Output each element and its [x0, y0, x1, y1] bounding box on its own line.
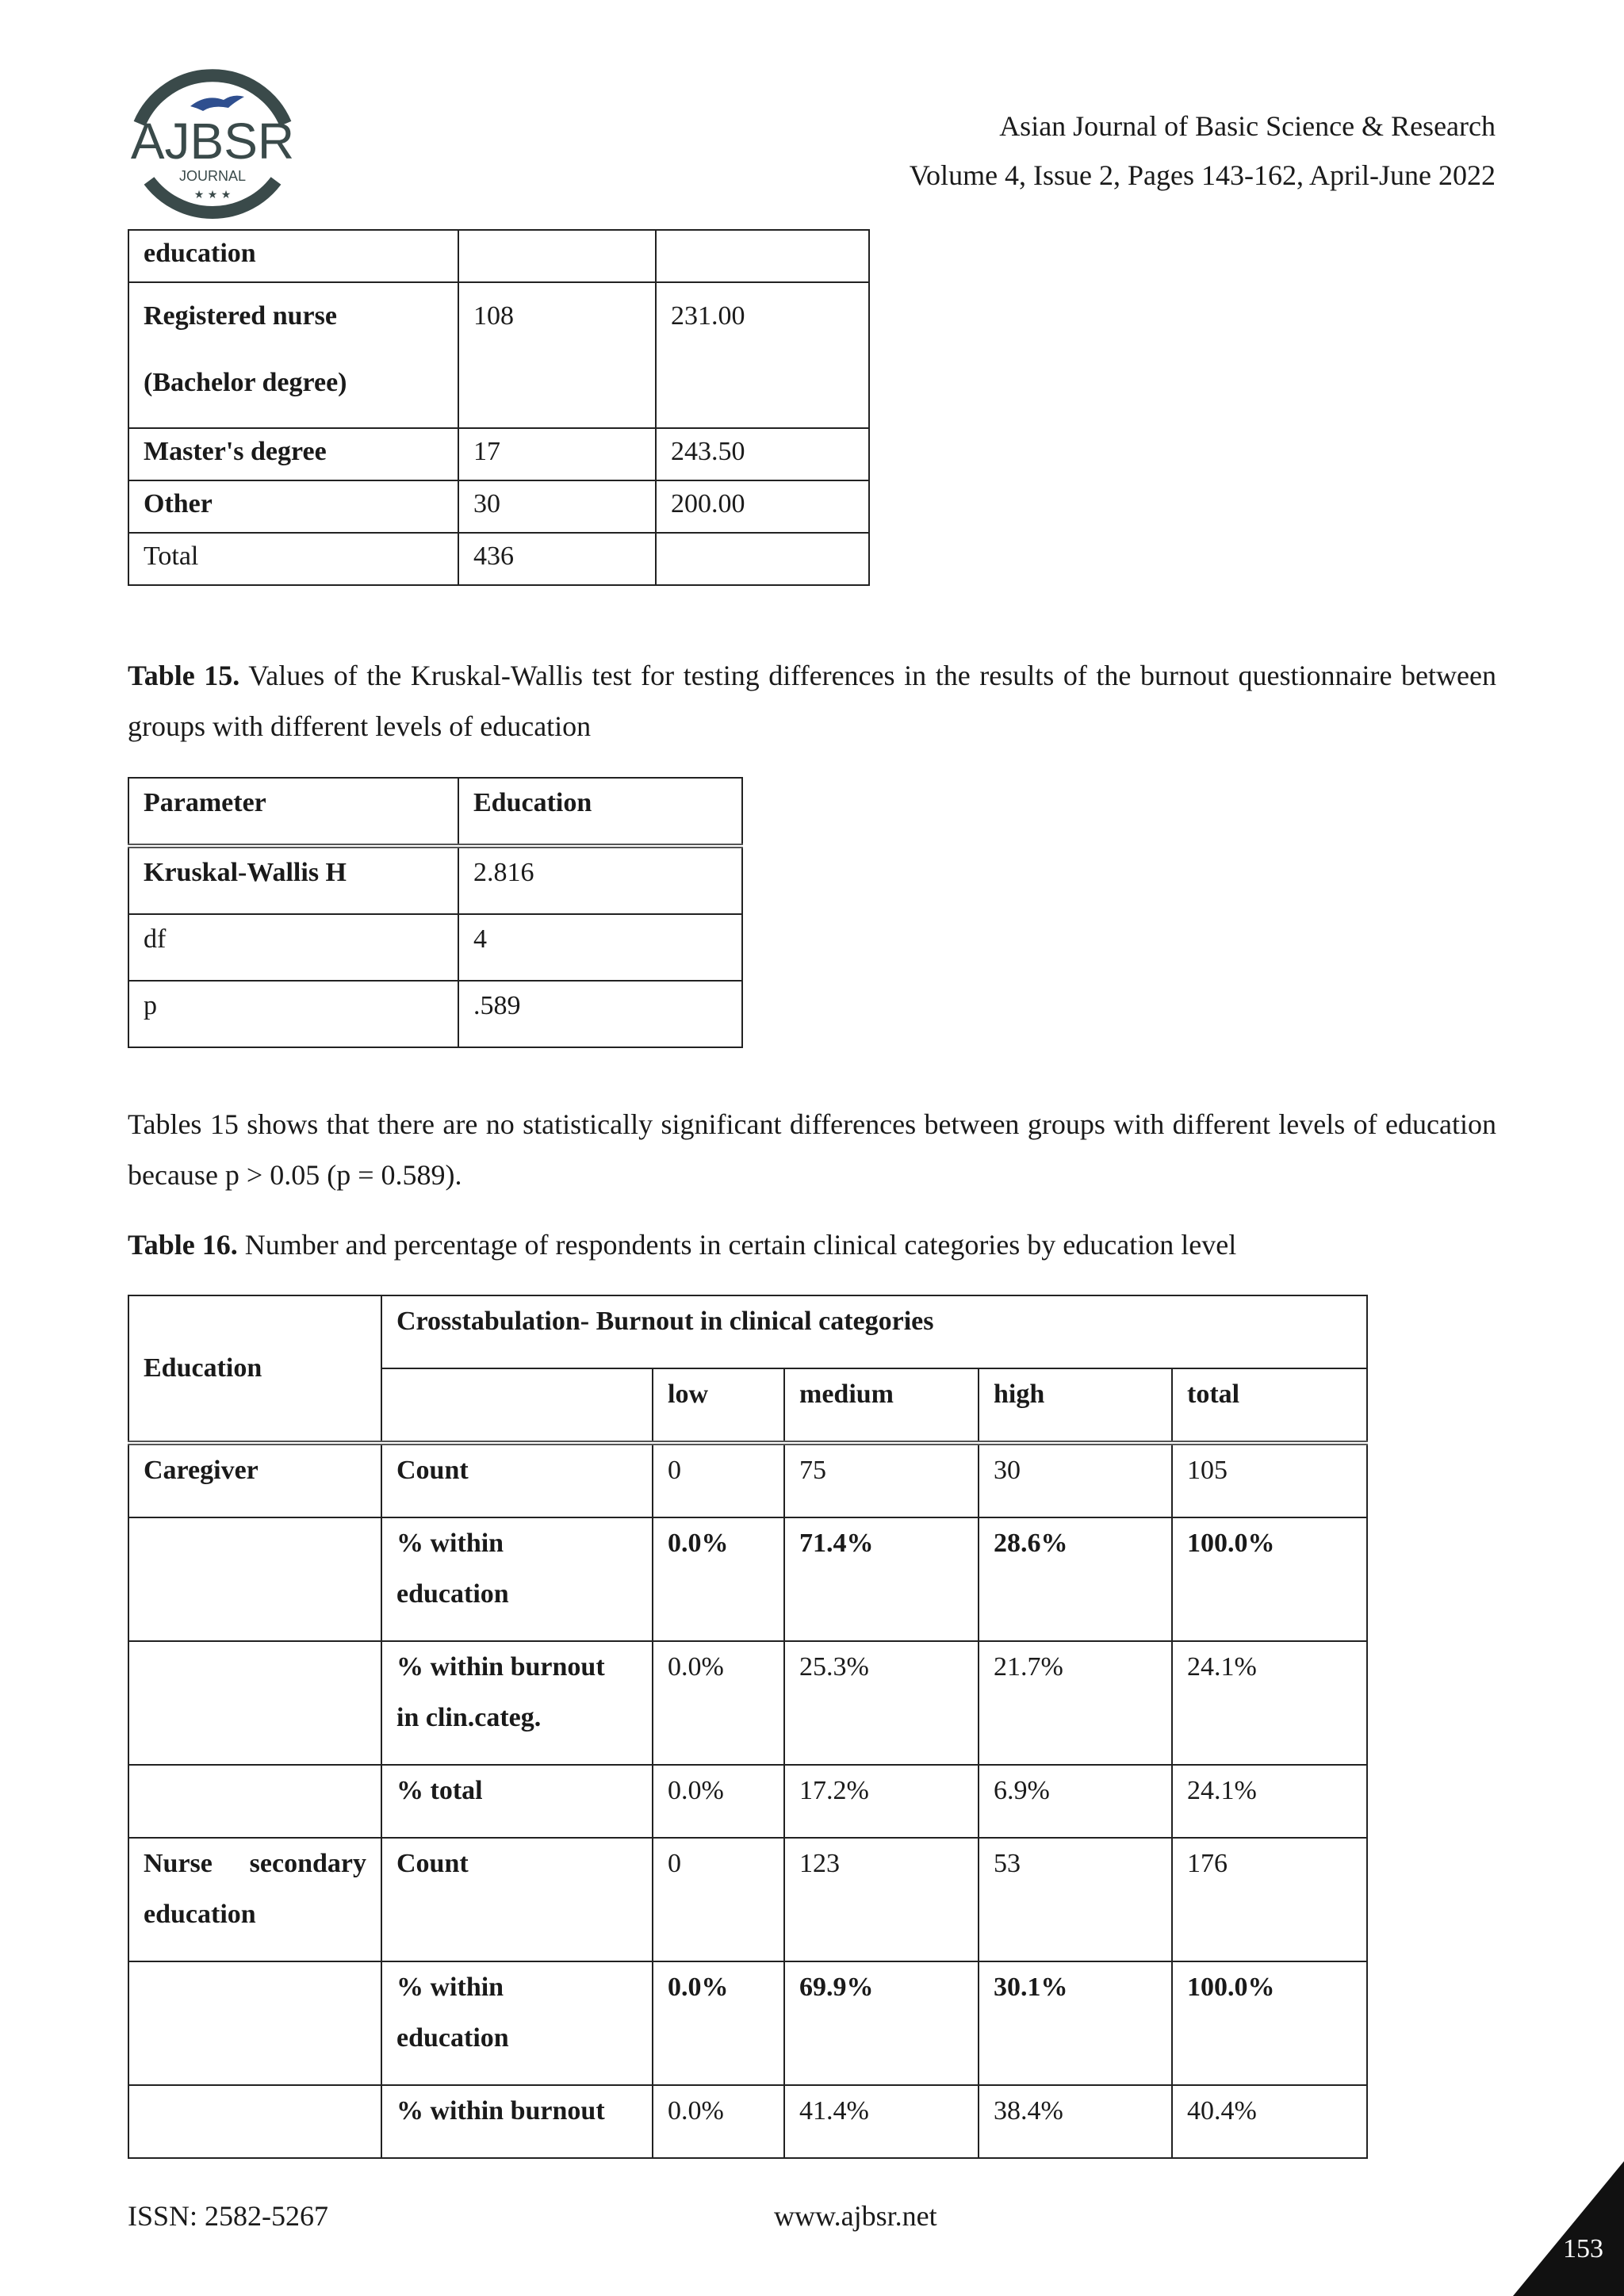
table-14-continued	[128, 229, 870, 586]
group-name	[128, 1641, 381, 1765]
table-row	[128, 2085, 1367, 2158]
table-cell: 21.7%	[979, 1641, 1172, 1765]
journal-logo	[117, 62, 308, 224]
table-cell: 75	[784, 1443, 979, 1517]
table-cell: 53	[979, 1838, 1172, 1961]
table-cell: 30	[458, 480, 656, 533]
table-cell: 71.4%	[784, 1517, 979, 1641]
column-header	[381, 1368, 653, 1443]
row-label	[381, 1961, 653, 2085]
row-label: Count	[381, 1443, 653, 1517]
table-cell: Other	[128, 480, 458, 533]
table-cell	[656, 230, 869, 282]
row-label: % total	[381, 1765, 653, 1838]
group-header: Crosstabulation- Burnout in clinical categories	[381, 1295, 1367, 1368]
table-cell: 0.0%	[653, 2085, 784, 2158]
cell-line: % within	[396, 1973, 504, 2002]
cell-line: % within burnout	[396, 1652, 605, 1682]
row-label	[381, 1517, 653, 1641]
table-cell: 105	[1172, 1443, 1367, 1517]
table-row	[128, 1961, 1367, 2085]
table-row	[128, 1443, 1367, 1517]
table-cell: p	[128, 981, 458, 1047]
table-cell: 30.1%	[979, 1961, 1172, 2085]
group-name	[128, 1517, 381, 1641]
journal-name: Asian Journal of Basic Science & Research	[999, 110, 1496, 142]
page-corner-decoration	[1513, 2161, 1624, 2296]
cell-line: education	[396, 1579, 509, 1609]
table-cell: 41.4%	[784, 2085, 979, 2158]
column-header: low	[653, 1368, 784, 1443]
row-label	[381, 1641, 653, 1765]
group-name	[128, 1765, 381, 1838]
cell-word: secondary	[249, 1849, 366, 1878]
table-cell: Master's degree	[128, 428, 458, 480]
table-cell: 25.3%	[784, 1641, 979, 1765]
table-cell: 28.6%	[979, 1517, 1172, 1641]
table-cell: 231.00	[656, 282, 869, 428]
cell-line: (Bachelor degree)	[144, 368, 347, 397]
table-16-caption	[128, 1219, 1496, 1270]
cell-word: Nurse	[144, 1849, 213, 1878]
logo-subtext: JOURNAL	[178, 168, 247, 184]
table-cell: 0.0%	[653, 1517, 784, 1641]
caption-text: Number and percentage of respondents in certain clinical categories by education level	[237, 1229, 1237, 1261]
table-row	[128, 480, 869, 533]
table-cell: 69.9%	[784, 1961, 979, 2085]
group-name	[128, 1961, 381, 2085]
table-cell: 38.4%	[979, 2085, 1172, 2158]
table-cell: 100.0%	[1172, 1517, 1367, 1641]
group-name	[128, 1838, 381, 1961]
table-cell: 176	[1172, 1838, 1367, 1961]
table-cell: 100.0%	[1172, 1961, 1367, 2085]
column-header: Education	[458, 778, 742, 846]
table-row	[128, 981, 742, 1047]
table-cell: 108	[458, 282, 656, 428]
table-row	[128, 1517, 1367, 1641]
table-cell: 30	[979, 1443, 1172, 1517]
table-cell	[128, 282, 458, 428]
column-header: medium	[784, 1368, 979, 1443]
table-cell: 0.0%	[653, 1961, 784, 2085]
table-cell: 0.0%	[653, 1641, 784, 1765]
caption-label: Table 15.	[128, 660, 240, 691]
logo-stars: ★ ★ ★	[193, 189, 232, 201]
table-row	[128, 1765, 1367, 1838]
table-cell: 0	[653, 1838, 784, 1961]
logo-text: AJBSR	[130, 113, 295, 170]
table-cell: 24.1%	[1172, 1765, 1367, 1838]
cell-line	[144, 1839, 366, 1889]
table-cell: 17.2%	[784, 1765, 979, 1838]
row-label: % within burnout	[381, 2085, 653, 2158]
table-cell	[656, 533, 869, 585]
table-cell: Total	[128, 533, 458, 585]
cell-line: in clin.categ.	[396, 1703, 542, 1732]
table-cell: .589	[458, 981, 742, 1047]
table-cell: 6.9%	[979, 1765, 1172, 1838]
table-16	[128, 1295, 1368, 2159]
table-row	[128, 846, 742, 914]
table-row	[128, 533, 869, 585]
table-row	[128, 914, 742, 981]
table-header-row	[128, 1295, 1367, 1368]
table-row	[128, 428, 869, 480]
row-label: Count	[381, 1838, 653, 1961]
volume-info: Volume 4, Issue 2, Pages 143-162, April-June 2022	[909, 159, 1496, 191]
group-name	[128, 2085, 381, 2158]
caption-label: Table 16.	[128, 1229, 238, 1261]
column-header: Parameter	[128, 778, 458, 846]
table-cell: 0	[653, 1443, 784, 1517]
footer-issn: ISSN: 2582-5267	[128, 2200, 329, 2232]
table-cell: 436	[458, 533, 656, 585]
table-cell: 17	[458, 428, 656, 480]
table-cell: 40.4%	[1172, 2085, 1367, 2158]
cell-line: % within	[396, 1529, 504, 1558]
table-15	[128, 777, 743, 1048]
body-paragraph: Tables 15 shows that there are no statistically significant differences between groups with different levels of education because p > 0.05 (p = 0.589).	[128, 1108, 1496, 1191]
table-cell: 123	[784, 1838, 979, 1961]
table-cell	[458, 230, 656, 282]
table-cell: 2.816	[458, 846, 742, 914]
group-name: Caregiver	[128, 1443, 381, 1517]
table-row	[128, 230, 869, 282]
table-row	[128, 282, 869, 428]
caption-text: Values of the Kruskal-Wallis test for testing differences in the results of the burnout questionnaire between groups with different levels of education	[128, 660, 1496, 742]
table-cell: education	[128, 230, 458, 282]
table-cell: 200.00	[656, 480, 869, 533]
table-cell: 4	[458, 914, 742, 981]
column-header: high	[979, 1368, 1172, 1443]
table-cell: Kruskal-Wallis H	[128, 846, 458, 914]
bird-icon	[190, 96, 244, 111]
table-header-row	[128, 778, 742, 846]
table-cell: 24.1%	[1172, 1641, 1367, 1765]
page-number: 153	[1563, 2234, 1603, 2263]
table-row	[128, 1641, 1367, 1765]
cell-line: education	[396, 2023, 509, 2053]
footer-url[interactable]: www.ajbsr.net	[774, 2200, 937, 2232]
table-cell: 243.50	[656, 428, 869, 480]
row-header: Education	[128, 1295, 381, 1443]
table-cell: df	[128, 914, 458, 981]
column-header: total	[1172, 1368, 1367, 1443]
cell-line: education	[144, 1900, 256, 1929]
table-row	[128, 1838, 1367, 1961]
cell-line: Registered nurse	[144, 301, 337, 331]
table-15-caption	[128, 650, 1496, 752]
table-cell: 0.0%	[653, 1765, 784, 1838]
